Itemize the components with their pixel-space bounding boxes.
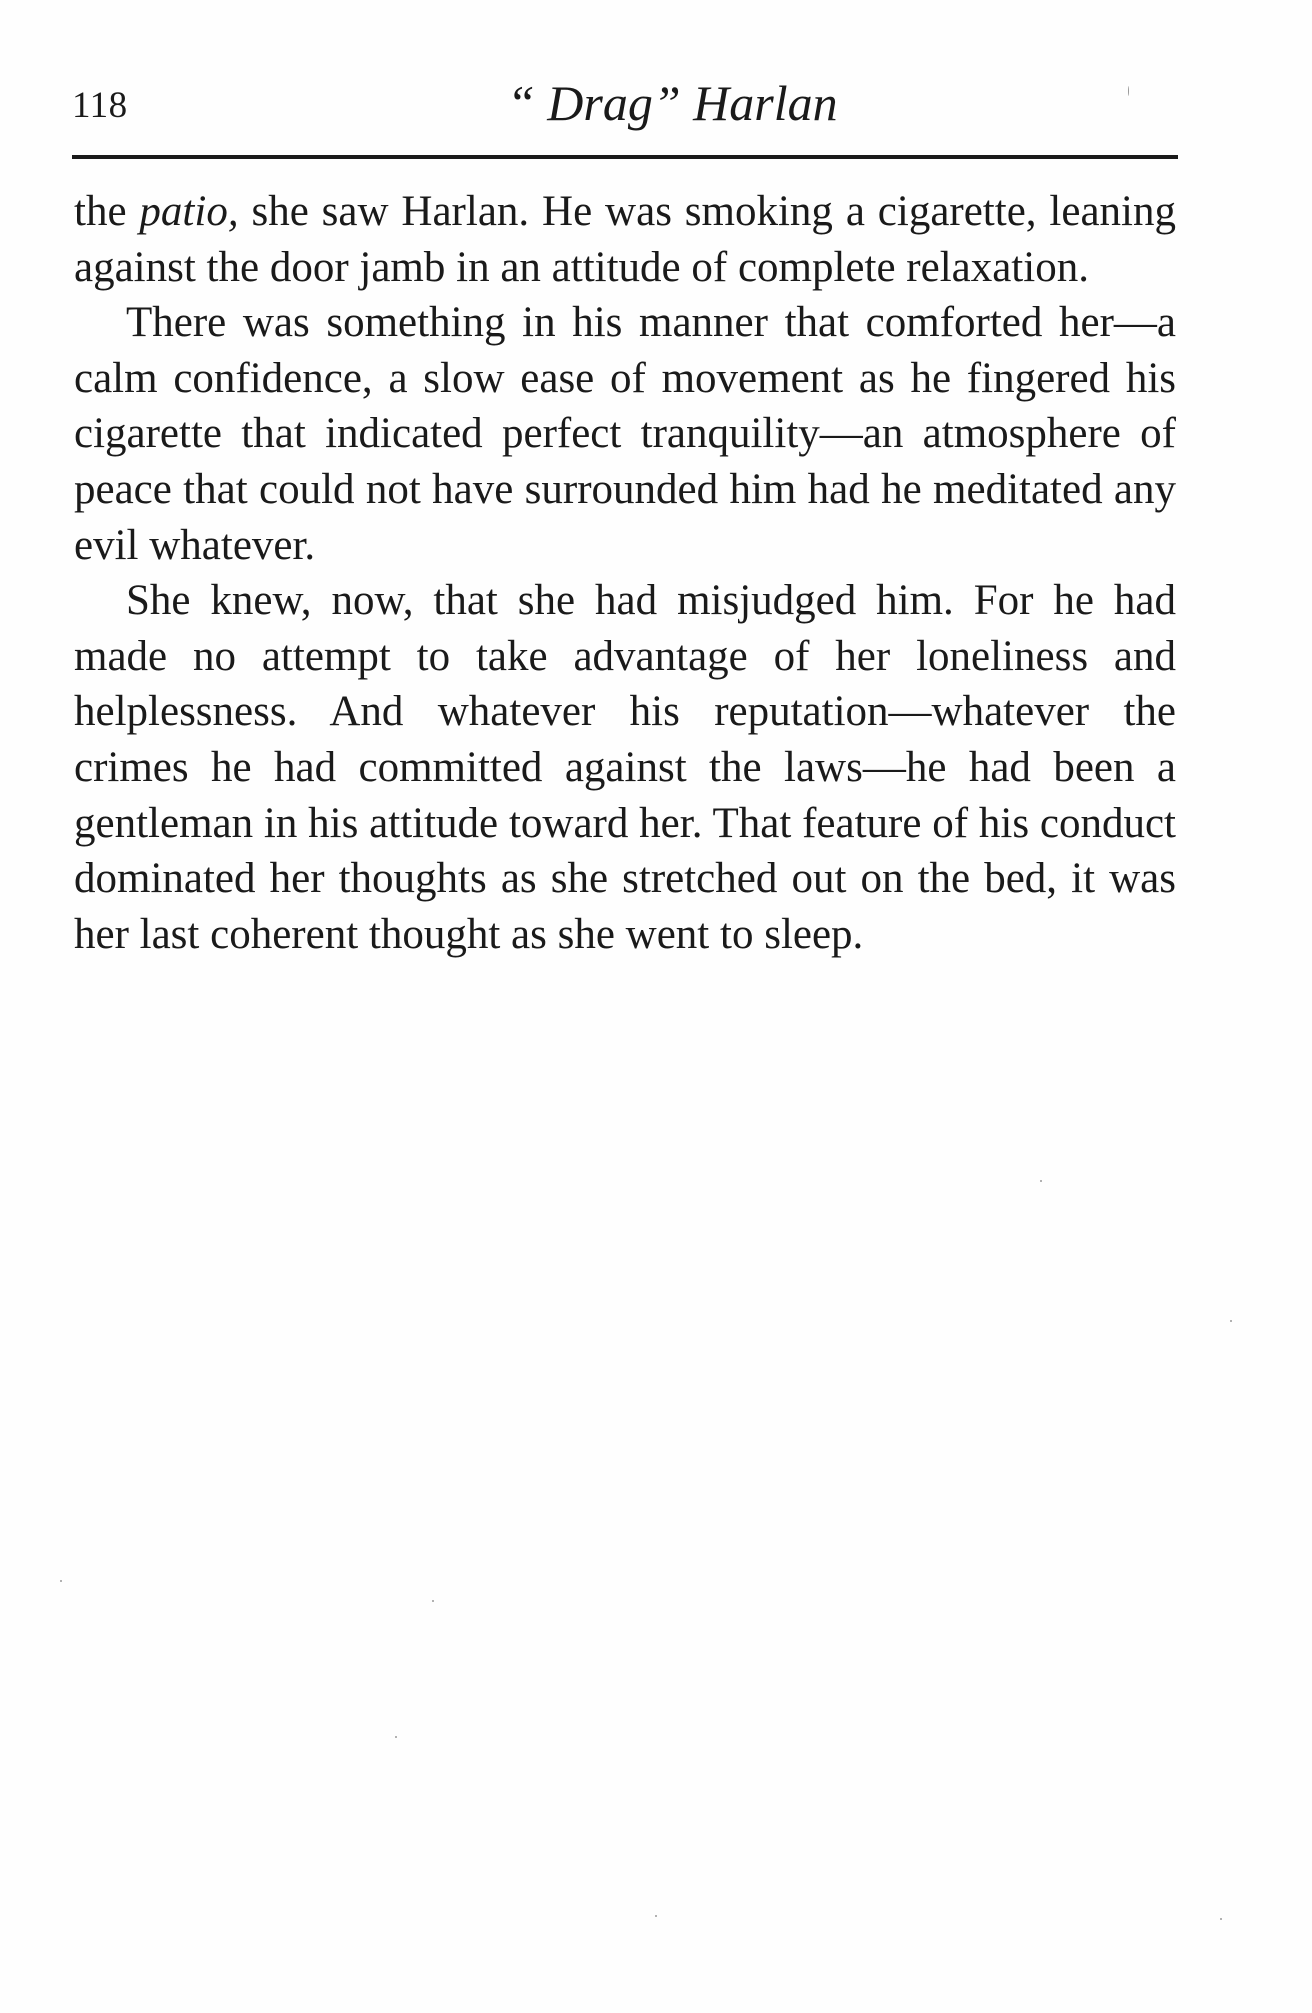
paper-speck (432, 1600, 434, 1602)
paragraph-1-rest: she saw Harlan. He was smoking a cigarette, leaning against the door jamb in an attitude of complete relaxation. (74, 188, 1176, 291)
page-number: 118 (72, 85, 128, 126)
paragraph-2: There was something in his manner that comforted her—a calm confidence, a slow ease of movement as he fingered his cigarette that indicated perfect tranquility—an atmosphere of peace that could not have surrounded him had he meditated any evil whatever. (74, 299, 1176, 569)
paragraph-1-italic: patio, (139, 188, 239, 235)
running-title: “ Drag” Harlan (507, 75, 838, 131)
paper-speck (1040, 1180, 1042, 1182)
paper-speck (60, 1580, 62, 1582)
paper-speck (1230, 1320, 1232, 1322)
paper-speck (1220, 1918, 1222, 1920)
body-text (74, 184, 1176, 962)
header-rule (72, 155, 1178, 159)
page-header (72, 74, 1172, 144)
paragraph-1 (74, 184, 1176, 295)
paper-speck (1128, 86, 1129, 96)
paper-speck (395, 1736, 397, 1738)
paragraph-1-lead: the (74, 188, 140, 235)
paper-speck (655, 1915, 657, 1917)
paragraph-3: She knew, now, that she had misjudged him. For he had made no attempt to take advantage of her loneliness and helplessness. And whatever his reputation—whatever the crimes he had committed against the laws—he had been a gentleman in his attitude toward her. That feature of his conduct dominated her thoughts as she stretched out on the bed, it was her last coherent thought as she went to sleep. (74, 577, 1176, 958)
